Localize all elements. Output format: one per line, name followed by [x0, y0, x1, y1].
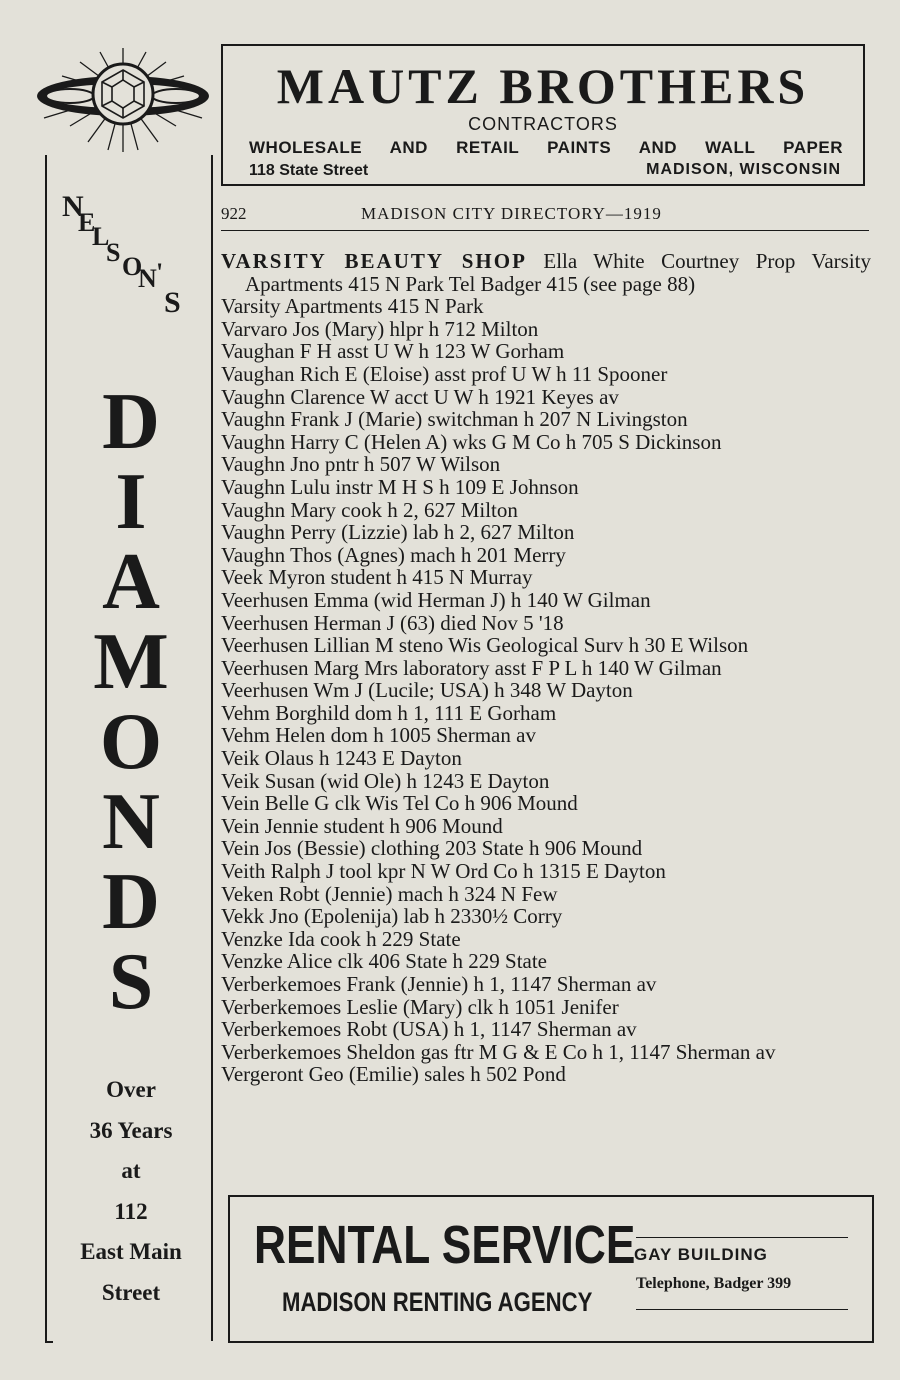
list-item: Veik Olaus h 1243 E Dayton — [221, 746, 462, 771]
years-line: Over — [106, 1077, 156, 1102]
ad-city: MADISON, WISCONSIN — [646, 161, 841, 178]
rental-service-ad — [228, 1195, 874, 1343]
list-item: Veerhusen Lillian M steno Wis Geological Surv h 30 E Wilson — [221, 633, 749, 658]
list-item: Verberkemoes Leslie (Mary) clk h 1051 Jenifer — [221, 994, 619, 1019]
list-item: Vein Jos (Bessie) clothing 203 State h 906 Mound — [221, 836, 643, 861]
list-item: Veerhusen Emma (wid Herman J) h 140 W Gilman — [221, 587, 651, 612]
diamonds-letter: O — [99, 698, 163, 786]
rental-title: RENTAL SERVICE — [254, 1215, 636, 1275]
list-item: Veerhusen Marg Mrs laboratory asst F P L h 140 W Gilman — [221, 655, 722, 680]
diamonds-letter: I — [115, 458, 147, 546]
list-item: Vaughn Frank J (Marie) switchman h 207 N Livingston — [221, 407, 688, 432]
list-item: Vaughn Jno pntr h 507 W Wilson — [221, 452, 501, 477]
brand-letter: S — [106, 238, 121, 267]
list-item: Vergeront Geo (Emilie) sales h 502 Pond — [221, 1062, 566, 1087]
list-item: Vaughn Perry (Lizzie) lab h 2, 627 Milton — [221, 520, 575, 545]
diamonds-letter: A — [102, 538, 160, 626]
list-item: Veerhusen Herman J (63) died Nov 5 '18 — [221, 610, 564, 635]
page-title: MADISON CITY DIRECTORY—1919 — [361, 204, 662, 223]
ad-description: WHOLESALE AND RETAIL PAINTS AND WALL PAPER — [249, 138, 843, 157]
years-block — [58, 1070, 204, 1313]
list-item: Verberkemoes Frank (Jennie) h 1, 1147 Sherman av — [221, 972, 657, 996]
list-item: Vaughn Harry C (Helen A) wks G M Co h 705 S Dickinson — [221, 429, 722, 454]
divider — [636, 1309, 848, 1310]
brand-letter: S — [164, 286, 181, 319]
list-item: Vaughn Lulu instr M H S h 109 E Johnson — [221, 474, 579, 499]
list-item: Veken Robt (Jennie) mach h 324 N Few — [221, 881, 558, 906]
sidebar-ad — [0, 0, 215, 1380]
years-line: 36 Years — [89, 1117, 173, 1143]
list-item: Veik Susan (wid Ole) h 1243 E Dayton — [221, 768, 550, 793]
list-item: Vaughan Rich E (Eloise) asst prof U W h 11 Spooner — [221, 361, 668, 386]
list-item: Vehm Helen dom h 1005 Sherman av — [221, 723, 536, 748]
diamonds-letter: S — [108, 938, 154, 1026]
diamonds-letter: M — [93, 618, 169, 706]
list-item: Vehm Borghild dom h 1, 111 E Gorham — [221, 700, 557, 725]
list-item: Verberkemoes Robt (USA) h 1, 1147 Sherman av — [221, 1017, 637, 1042]
nelsons-brand — [58, 192, 198, 327]
brand-letter: ' — [156, 258, 164, 287]
list-item: Veerhusen Wm J (Lucile; USA) h 348 W Dayton — [221, 678, 633, 703]
list-item: Vaughan F H asst U W h 123 W Gorham — [221, 339, 565, 364]
diamonds-letter: D — [102, 858, 160, 946]
brand-letter: E — [78, 208, 96, 237]
company-name: MAUTZ BROTHERS — [276, 58, 810, 114]
directory-listings — [221, 250, 871, 1086]
brand-letter: N — [62, 190, 84, 223]
page-number: 922 — [221, 204, 247, 223]
years-line: East Main — [80, 1239, 182, 1264]
diamonds-word — [58, 378, 204, 1026]
ad-street: 118 State Street — [249, 162, 369, 179]
brand-letter: N — [138, 264, 157, 293]
list-item: Verberkemoes Sheldon gas ftr M G & E Co h 1, 1147 Sherman av — [221, 1039, 776, 1064]
agency-name: MADISON RENTING AGENCY — [282, 1287, 593, 1317]
running-head — [221, 204, 869, 231]
list-item: Vein Belle G clk Wis Tel Co h 906 Mound — [221, 791, 578, 816]
list-item: Venzke Ida cook h 229 State — [221, 926, 461, 951]
diamonds-letter: N — [102, 778, 160, 866]
list-item: Veek Myron student h 415 N Murray — [221, 565, 533, 590]
years-line: Street — [101, 1279, 161, 1305]
entry-text: Ella White Courtney Prop Varsity Apartments 415 N Park Tel Badger 415 (see page 88) — [245, 249, 871, 296]
list-item: Vein Jennie student h 906 Mound — [221, 813, 503, 838]
phone-number: Telephone, Badger 399 — [636, 1275, 792, 1292]
diamond-ring-icon — [30, 46, 216, 158]
years-line: at — [121, 1158, 141, 1183]
diamonds-letter: D — [102, 378, 160, 466]
list-item: Vaughn Mary cook h 2, 627 Milton — [221, 497, 518, 522]
list-item: Vaughn Thos (Agnes) mach h 201 Merry — [221, 542, 566, 567]
list-item: Varvaro Jos (Mary) hlpr h 712 Milton — [221, 316, 539, 341]
brand-letter: L — [92, 222, 110, 251]
list-item: Vekk Jno (Epolenija) lab h 2330½ Corry — [221, 904, 563, 929]
mautz-brothers-ad — [221, 44, 865, 186]
brand-letter: O — [122, 252, 143, 281]
list-item: Veith Ralph J tool kpr N W Ord Co h 1315 E Dayton — [221, 859, 666, 884]
list-item: Varsity Apartments 415 N Park — [221, 294, 484, 319]
ad-subtitle: CONTRACTORS — [468, 114, 618, 134]
years-line: 112 — [114, 1198, 148, 1224]
list-item: Venzke Alice clk 406 State h 229 State — [221, 949, 548, 974]
firm-name: VARSITY BEAUTY SHOP — [221, 249, 527, 273]
divider — [636, 1237, 848, 1238]
list-item — [221, 250, 871, 295]
building-name: GAY BUILDING — [634, 1245, 768, 1264]
list-item: Vaughn Clarence W acct U W h 1921 Keyes av — [221, 384, 619, 409]
